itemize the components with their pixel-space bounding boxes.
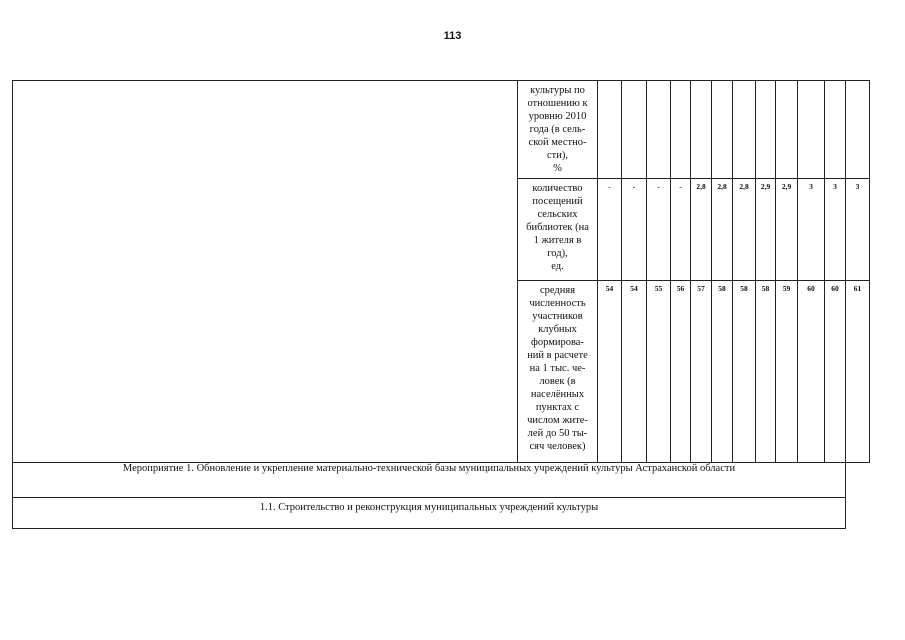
indicator-name-cell (518, 281, 598, 463)
value-cell (647, 81, 671, 179)
value-cell (846, 81, 870, 179)
value-cell: 56 (671, 281, 691, 463)
event-title: Мероприятие 1. Обновление и укрепление материально-технической базы муниципальных учреждений культуры Астраханской области (13, 463, 846, 498)
indicator-line: количество (532, 183, 583, 194)
indicator-line: уровню 2010 (528, 111, 587, 122)
value-cell (798, 81, 825, 179)
indicator-line: посещений (532, 196, 583, 207)
value-cell: 58 (712, 281, 733, 463)
value-cell: 2,9 (776, 179, 798, 281)
indicator-row (13, 81, 870, 179)
subevent-title: 1.1. Строительство и реконструкция муниципальных учреждений культуры (13, 498, 846, 529)
value-cell: 54 (622, 281, 647, 463)
value-cell: - (671, 179, 691, 281)
indicator-line: клубных (538, 324, 577, 335)
indicator-line: 1 жителя в (533, 235, 582, 246)
event-row (13, 463, 870, 498)
indicator-line: культуры по (530, 85, 585, 96)
value-cell (622, 81, 647, 179)
value-cell: - (598, 179, 622, 281)
indicator-line: формирова- (531, 337, 584, 348)
value-cell: 2,8 (733, 179, 756, 281)
indicator-line: пунктах с (535, 402, 580, 413)
indicator-line: ской местно- (528, 137, 587, 148)
value-cell: 3 (825, 179, 846, 281)
indicator-line: участников (532, 311, 583, 322)
value-cell: 60 (798, 281, 825, 463)
value-cell: - (622, 179, 647, 281)
indicator-line: числом жите- (527, 415, 588, 426)
indicator-line: % (553, 163, 562, 174)
value-cell (756, 81, 776, 179)
value-cell: 58 (733, 281, 756, 463)
indicator-line: численность (529, 298, 586, 309)
indicator-line: отношению к (527, 98, 588, 109)
indicator-line: населённых (530, 389, 585, 400)
indicator-name-cell (518, 81, 598, 179)
indicator-line: средняя (539, 285, 576, 296)
indicator-line: библиотек (на (526, 222, 589, 233)
indicator-line: сти), (547, 150, 568, 161)
value-cell: 2,8 (712, 179, 733, 281)
indicator-line: ний в расчете (527, 350, 588, 361)
value-cell: 3 (846, 179, 870, 281)
empty-left-cell (13, 81, 518, 463)
value-cell: 2,8 (691, 179, 712, 281)
indicator-line: лей до 50 ты- (527, 428, 588, 439)
value-cell (671, 81, 691, 179)
indicator-line: сельских (537, 209, 578, 220)
indicator-line: год), (547, 248, 568, 259)
value-cell: 61 (846, 281, 870, 463)
value-cell: 2,9 (756, 179, 776, 281)
program-indicators-table (12, 80, 870, 529)
indicator-line: ед. (551, 261, 564, 272)
indicator-line: года (в сель- (529, 124, 586, 135)
indicator-line: сяч человек) (529, 441, 586, 452)
value-cell: 55 (647, 281, 671, 463)
value-cell (712, 81, 733, 179)
indicator-name-cell (518, 179, 598, 281)
value-cell (691, 81, 712, 179)
subevent-row (13, 498, 870, 529)
page-number: 113 (443, 30, 462, 42)
value-cell (598, 81, 622, 179)
indicator-line: на 1 тыс. че- (529, 363, 586, 374)
value-cell: 58 (756, 281, 776, 463)
value-cell (825, 81, 846, 179)
indicator-line: ловек (в (539, 376, 576, 387)
value-cell: 3 (798, 179, 825, 281)
value-cell (776, 81, 798, 179)
value-cell (733, 81, 756, 179)
value-cell: - (647, 179, 671, 281)
value-cell: 59 (776, 281, 798, 463)
value-cell: 54 (598, 281, 622, 463)
value-cell: 57 (691, 281, 712, 463)
value-cell: 60 (825, 281, 846, 463)
